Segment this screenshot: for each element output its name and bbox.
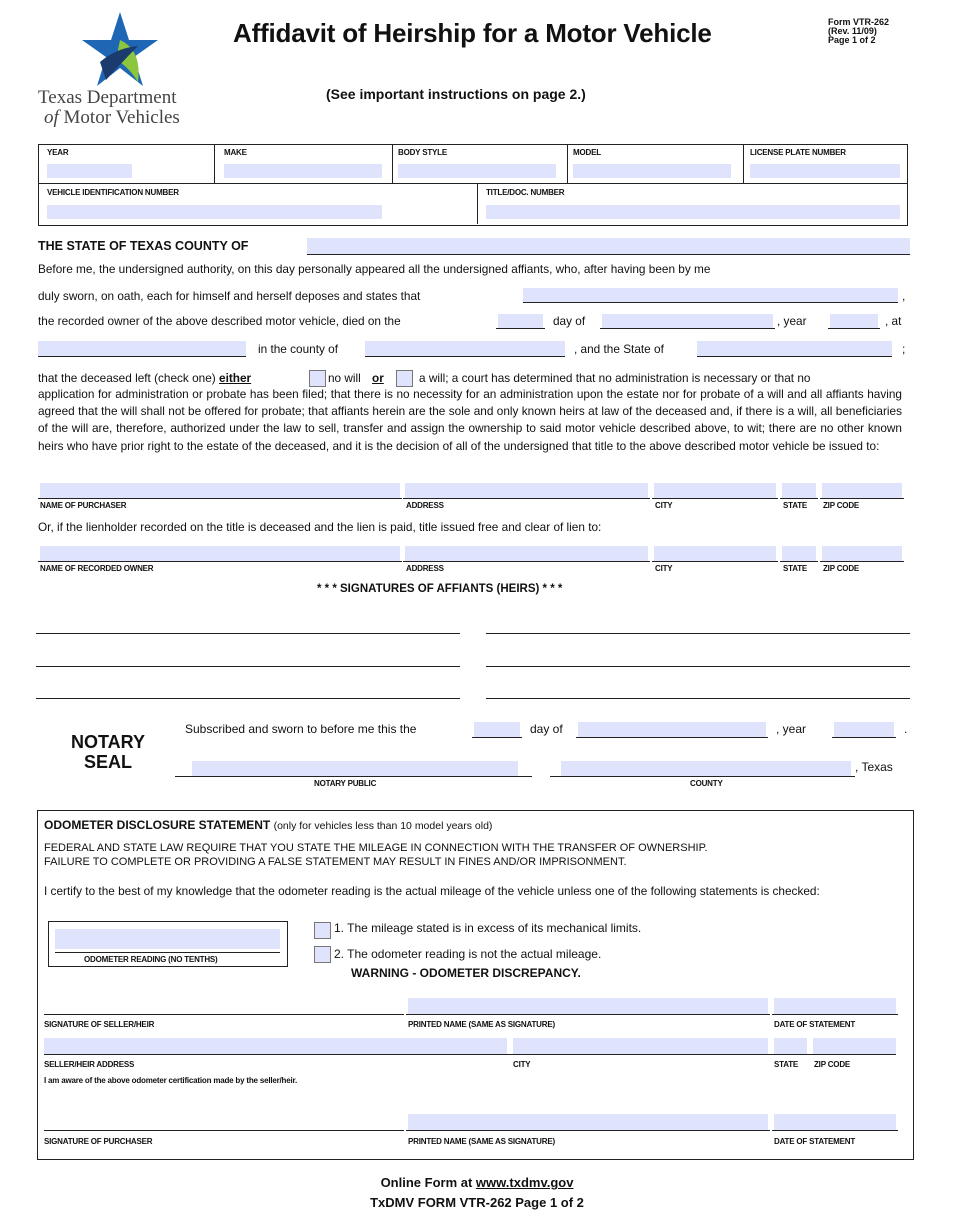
form-title: Affidavit of Heirship for a Motor Vehicle (233, 18, 712, 48)
odometer-certify: I certify to the best of my knowledge that the odometer reading is the actual mileage of the vehicle unless one of the following statements is checked: (44, 884, 820, 898)
agency-name-of: of (44, 107, 59, 128)
label-year: YEAR (47, 148, 69, 157)
seller-city-field[interactable] (513, 1038, 768, 1054)
owner-city-label: CITY (655, 564, 673, 573)
odometer-reading-field[interactable] (55, 929, 280, 949)
plate-field[interactable] (750, 164, 900, 178)
seller-printed-name-field[interactable] (408, 998, 768, 1014)
affiant-signature-line[interactable] (36, 666, 460, 667)
owner-address-field[interactable] (405, 546, 648, 561)
state-of-label: , and the State of (574, 342, 664, 356)
seller-date-field[interactable] (774, 998, 896, 1014)
seller-city-label: CITY (513, 1060, 531, 1069)
affidavit-line3: the recorded owner of the above described motor vehicle, died on the (38, 314, 401, 328)
odometer-law-2: FAILURE TO COMPLETE OR PROVIDING A FALSE STATEMENT MAY RESULT IN FINES AND/OR IMPRISONMENT. (44, 856, 627, 868)
notary-seal-line1: NOTARY (71, 732, 145, 752)
form-rev: (Rev. 11/09) (828, 26, 877, 36)
seller-signature-line[interactable] (44, 1014, 404, 1015)
odometer-reading-label: ODOMETER READING (NO TENTHS) (84, 955, 218, 964)
owner-city-field[interactable] (654, 546, 776, 561)
purchaser-signature-label: SIGNATURE OF PURCHASER (44, 1137, 153, 1146)
purchaser-address-field[interactable] (405, 483, 648, 498)
odometer-heading-title: ODOMETER DISCLOSURE STATEMENT (44, 818, 271, 832)
purchaser-name-label: NAME OF PURCHASER (40, 501, 127, 510)
death-at-label: , at (885, 314, 902, 328)
purchaser-state-label: STATE (783, 501, 808, 510)
death-city-field[interactable] (38, 341, 246, 356)
owner-name-label: NAME OF RECORDED OWNER (40, 564, 154, 573)
footer-url-link[interactable]: www.txdmv.gov (475, 1175, 574, 1190)
purchaser-zip-label: ZIP CODE (823, 501, 860, 510)
form-page: Page 1 of 2 (828, 35, 876, 45)
either-label: either (219, 371, 252, 385)
notary-seal-line2: SEAL (83, 752, 132, 772)
check-intro (38, 371, 251, 385)
death-month-field[interactable] (602, 314, 773, 328)
seller-zip-field[interactable] (813, 1038, 896, 1054)
footer-online (0, 1175, 954, 1190)
seller-state-label: STATE (774, 1060, 799, 1069)
or-label: or (372, 371, 384, 385)
signatures-heading: * * * SIGNATURES OF AFFIANTS (HEIRS) * * * (317, 583, 563, 595)
affiant-signature-line[interactable] (36, 633, 460, 634)
owner-address-label: ADDRESS (406, 564, 444, 573)
purchaser-date-label: DATE OF STATEMENT (774, 1137, 856, 1146)
purchaser-signature-line[interactable] (44, 1130, 404, 1131)
death-year-label: , year (777, 314, 807, 328)
title-doc-field[interactable] (486, 205, 900, 219)
notary-public-label: NOTARY PUBLIC (314, 779, 377, 788)
purchaser-name-field[interactable] (40, 483, 400, 498)
purchaser-zip-field[interactable] (822, 483, 902, 498)
label-title-doc: TITLE/DOC. NUMBER (486, 188, 565, 197)
label-model: MODEL (573, 148, 601, 157)
affiant-signature-line[interactable] (486, 666, 910, 667)
seller-printed-name-label: PRINTED NAME (SAME AS SIGNATURE) (408, 1020, 555, 1029)
footer-form-line: TxDMV FORM VTR-262 Page 1 of 2 (370, 1195, 584, 1210)
death-county-field[interactable] (365, 341, 565, 356)
a-will-label (419, 371, 810, 385)
affidavit-line2: duly sworn, on oath, each for himself and herself deposes and states that (38, 289, 421, 303)
affiant-signature-line[interactable] (486, 698, 910, 699)
seller-state-field[interactable] (774, 1038, 807, 1054)
notary-period: . (904, 722, 908, 736)
death-day-of-label: day of (553, 314, 586, 328)
deceased-name-field[interactable] (523, 288, 898, 302)
notary-county-field[interactable] (561, 761, 851, 776)
notary-day-field[interactable] (474, 722, 520, 737)
label-make: MAKE (224, 148, 247, 157)
notary-county-label: COUNTY (690, 779, 723, 788)
notary-seal-label (60, 732, 156, 772)
footer-online-prefix: Online Form at (380, 1175, 473, 1190)
vin-field[interactable] (47, 205, 382, 219)
owner-state-field[interactable] (782, 546, 816, 561)
purchaser-printed-name-label: PRINTED NAME (SAME AS SIGNATURE) (408, 1137, 555, 1146)
label-vin: VEHICLE IDENTIFICATION NUMBER (47, 188, 179, 197)
make-field[interactable] (224, 164, 382, 178)
purchaser-city-field[interactable] (654, 483, 776, 498)
affiant-signature-line[interactable] (36, 698, 460, 699)
notary-year-label: , year (776, 722, 807, 736)
body-style-field[interactable] (398, 164, 556, 178)
no-will-label: no will (328, 371, 361, 385)
affiant-signature-line[interactable] (486, 633, 910, 634)
star-logo-icon (80, 10, 160, 90)
owner-name-field[interactable] (40, 546, 400, 561)
seller-zip-label: ZIP CODE (814, 1060, 851, 1069)
para-first-rest: ; a court has determined that no administration is necessary or that no (445, 371, 811, 385)
model-field[interactable] (573, 164, 731, 178)
form-id: Form VTR-262 (828, 17, 890, 27)
sworn-text: Subscribed and sworn to before me this the (185, 722, 417, 736)
purchaser-city-label: CITY (655, 501, 673, 510)
lienholder-text: Or, if the lienholder recorded on the title is deceased and the lien is paid, title issued free and clear of lien to: (38, 520, 602, 534)
a-will-text: a will (419, 371, 446, 385)
notary-month-field[interactable] (578, 722, 766, 737)
mileage-excess-checkbox[interactable] (314, 922, 331, 939)
seller-date-label: DATE OF STATEMENT (774, 1020, 856, 1029)
purchaser-printed-name-field[interactable] (408, 1114, 768, 1130)
death-state-field[interactable] (697, 341, 892, 356)
owner-zip-field[interactable] (822, 546, 902, 561)
death-day-field[interactable] (498, 314, 543, 328)
notary-public-field[interactable] (192, 761, 518, 776)
odometer-law-1: FEDERAL AND STATE LAW REQUIRE THAT YOU STATE THE MILEAGE IN CONNECTION WITH THE TRANSFER OF OWNERSHIP. (44, 842, 708, 854)
no-will-checkbox[interactable] (309, 370, 326, 387)
seller-signature-label: SIGNATURE OF SELLER/HEIR (44, 1020, 155, 1029)
not-actual-mileage-label: 2. The odometer reading is not the actual mileage. (334, 947, 602, 961)
seller-address-label: SELLER/HEIR ADDRESS (44, 1060, 135, 1069)
death-year-field[interactable] (830, 314, 878, 328)
purchaser-state-field[interactable] (782, 483, 816, 498)
form-subtitle: (See important instructions on page 2.) (326, 86, 586, 102)
form-id-block (828, 18, 889, 45)
owner-state-label: STATE (783, 564, 808, 573)
label-body-style: BODY STYLE (398, 148, 447, 157)
affidavit-line1: Before me, the undersigned authority, on this day personally appeared all the undersigned affiants, who, after having been by me (38, 262, 711, 276)
aware-statement: I am aware of the above odometer certification made by the seller/heir. (44, 1076, 297, 1085)
year-field[interactable] (47, 164, 132, 178)
odometer-heading (44, 818, 492, 832)
semicolon: ; (902, 342, 906, 356)
purchaser-date-field[interactable] (774, 1114, 896, 1130)
owner-zip-label: ZIP CODE (823, 564, 860, 573)
state-county-label: THE STATE OF TEXAS COUNTY OF (38, 239, 249, 253)
notary-year-field[interactable] (834, 722, 894, 737)
county-of-label: in the county of (258, 342, 339, 356)
seller-address-field[interactable] (44, 1038, 507, 1054)
check-intro-text: that the deceased left (check one) (38, 371, 216, 385)
agency-logo (80, 10, 160, 90)
odometer-heading-note: (only for vehicles less than 10 model years old) (273, 820, 493, 832)
agency-name-line1: Texas Department (38, 87, 177, 108)
agency-name (38, 88, 180, 128)
texas-label: , Texas (855, 760, 893, 774)
mileage-excess-label: 1. The mileage stated is in excess of its mechanical limits. (334, 921, 642, 935)
county-field[interactable] (307, 238, 910, 254)
affidavit-paragraph: application for administration or probate has been filed; that there is no necessity for an administration upon the estate nor for probate of a will and all affiants having agreed that the will shall not be offered for probate; that affiants herein are the sole and only known heirs at law of the deceased and, if there is a will, all beneficiaries of the will are, therefore, authorized under the law to sell, transfer and assign the ownership to said motor vehicle described above, to wit; there are no other known heirs who have prior right to the estate of the deceased, and it is the decision of all of the undersigned that title to the above described motor vehicle be issued to: (38, 387, 902, 453)
notary-day-of-label: day of (530, 722, 563, 736)
a-will-checkbox[interactable] (396, 370, 413, 387)
not-actual-mileage-checkbox[interactable] (314, 946, 331, 963)
odometer-warning: WARNING - ODOMETER DISCREPANCY. (351, 966, 581, 980)
purchaser-address-label: ADDRESS (406, 501, 444, 510)
comma-1: , (902, 289, 906, 303)
agency-name-line2: Motor Vehicles (63, 107, 180, 128)
label-plate: LICENSE PLATE NUMBER (750, 148, 846, 157)
